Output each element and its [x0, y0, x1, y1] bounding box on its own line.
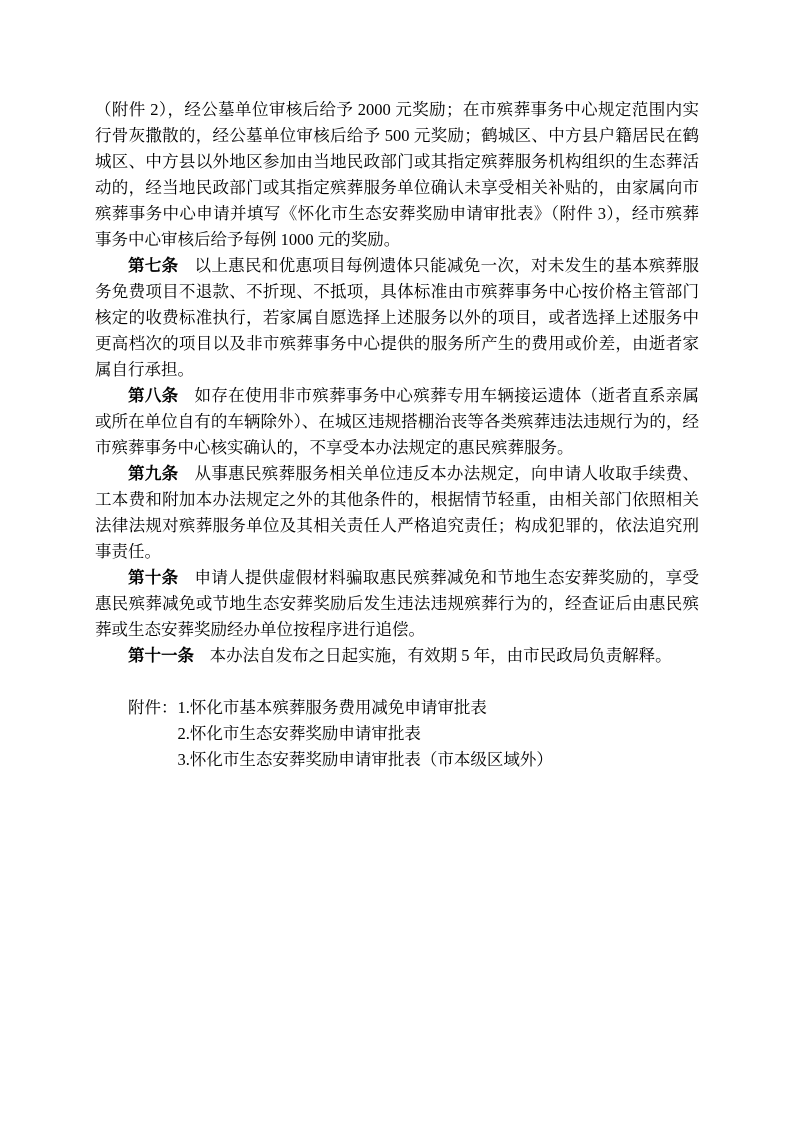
article-text: 以上惠民和优惠项目每例遗体只能减免一次，对未发生的基本殡葬服务免费项目不退款、不折现、不抵项，具体标准由市殡葬事务中心按价格主管部门核定的收费标准执行，若家属自愿选择上述服务以外的项目，或者选择上述服务中更高档次的项目以及非市殡葬事务中心提供的服务所产生的费用或价差，由逝者家属自行承担。: [95, 256, 699, 379]
attachment-row: [95, 721, 699, 747]
article-number: 第七条: [128, 256, 179, 275]
attachments-section: [95, 695, 699, 773]
article-text: 从事惠民殡葬服务相关单位违反本办法规定，向申请人收取手续费、工本费和附加本办法规定之外的其他条件的，根据情节轻重，由相关部门依照相关法律法规对殡葬服务单位及其相关责任人严格追究责任；构成犯罪的，依法追究刑事责任。: [95, 464, 699, 561]
attachment-item: 3.怀化市生态安葬奖励申请审批表（市本级区域外）: [177, 750, 553, 769]
article-text: 本办法自发布之日起实施，有效期 5 年，由市民政局负责解释。: [209, 646, 672, 665]
paragraph-continuation: [95, 97, 699, 253]
article-text: 如存在使用非市殡葬事务中心殡葬专用车辆接运遗体（逝者直系亲属或所在单位自有的车辆除外）、在城区违规搭棚治丧等各类殡葬违法违规行为的，经市殡葬事务中心核实确认的，不享受本办法规定的惠民殡葬服务。: [95, 386, 699, 457]
paragraph-article-8: [95, 383, 699, 461]
article-number: 第八条: [128, 386, 179, 405]
paragraph-article-11: [95, 643, 699, 669]
article-text: （附件 2），经公墓单位审核后给予 2000 元奖励；在市殡葬事务中心规定范围内实行骨灰撒散的，经公墓单位审核后给予 500 元奖励；鹤城区、中方县户籍居民在鹤城区、中方县以外地区参加由当地民政部门或其指定殡葬服务机构组织的生态葬活动的，经当地民政部门或其指定殡葬服务单位确认未享受相关补贴的，由家属向市殡葬事务中心申请并填写《怀化市生态安葬奖励申请审批表》（附件 3），经市殡葬事务中心审核后给予每例 1000 元的奖励。: [95, 100, 699, 249]
document-body: [95, 97, 699, 773]
paragraph-article-10: [95, 565, 699, 643]
attachment-item: 1.怀化市基本殡葬服务费用减免申请审批表: [177, 698, 487, 717]
article-number: 第十条: [128, 568, 179, 587]
article-number: 第九条: [128, 464, 179, 483]
article-text: 申请人提供虚假材料骗取惠民殡葬减免和节地生态安葬奖励的，享受惠民殡葬减免或节地生态安葬奖励后发生违法违规殡葬行为的，经查证后由惠民殡葬或生态安葬奖励经办单位按程序进行追偿。: [95, 568, 699, 639]
attachment-row: [95, 747, 699, 773]
attachment-item: 2.怀化市生态安葬奖励申请审批表: [177, 724, 421, 743]
article-number: 第十一条: [128, 646, 194, 665]
attachment-row: [95, 695, 699, 721]
paragraph-article-7: [95, 253, 699, 383]
paragraph-article-9: [95, 461, 699, 565]
attachments-label: 附件：: [128, 698, 178, 717]
